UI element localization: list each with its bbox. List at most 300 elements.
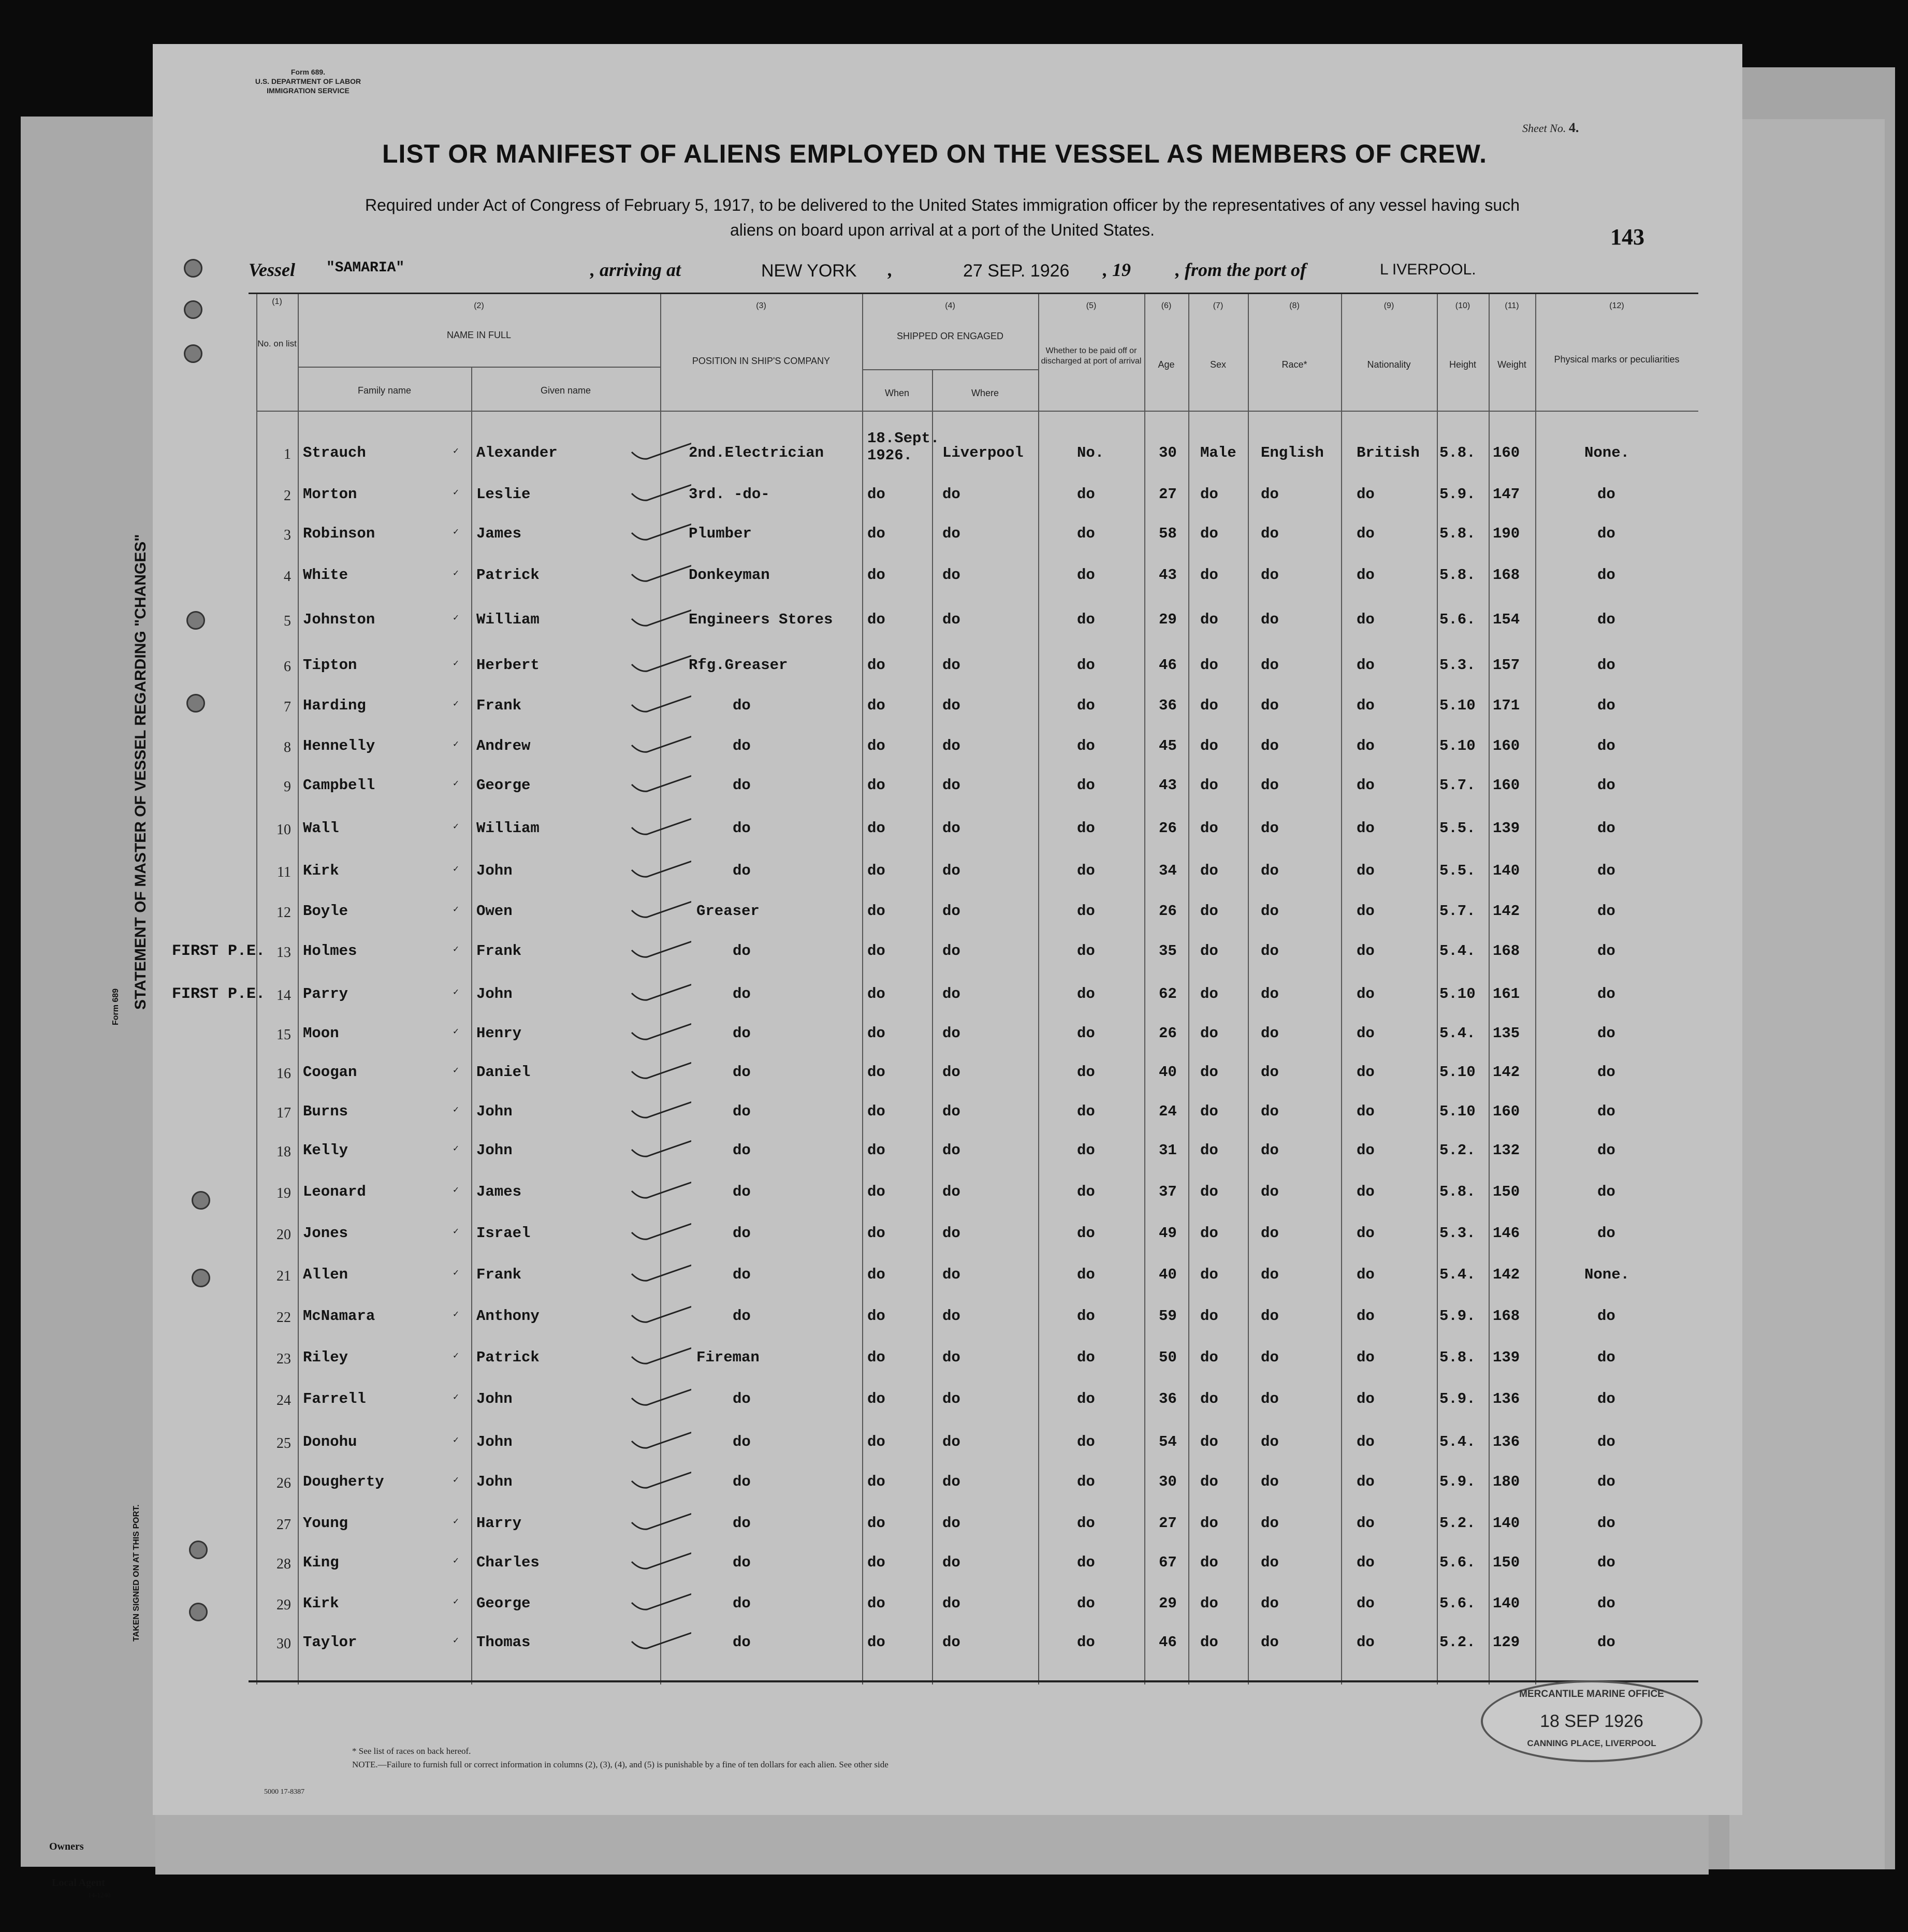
position-cell: do — [733, 1225, 751, 1242]
sex-cell: do — [1200, 903, 1218, 920]
row-number: 21 — [276, 1268, 291, 1284]
physical-marks-cell: do — [1597, 862, 1615, 879]
given-name-cell: Alexander — [476, 444, 558, 461]
physical-marks-cell: do — [1597, 820, 1615, 837]
race-cell: do — [1261, 566, 1279, 584]
shipped-where-cell: do — [942, 862, 960, 879]
shipped-when-cell: do — [867, 697, 885, 714]
race-cell: do — [1261, 1390, 1279, 1407]
header-name-in-full: NAME IN FULL — [446, 330, 512, 340]
age-cell: 27 — [1159, 1515, 1177, 1532]
shipped-when-cell: do — [867, 1349, 885, 1366]
rule — [1248, 294, 1249, 1684]
sex-cell: do — [1200, 486, 1218, 503]
shipped-when-cell: do — [867, 657, 885, 674]
weight-cell: 160 — [1493, 737, 1520, 754]
sex-cell: do — [1200, 1103, 1218, 1120]
shipped-where-cell: do — [942, 777, 960, 794]
small-check-icon: ✓ — [453, 1392, 459, 1403]
col-number: (12) — [1609, 301, 1624, 310]
height-cell: 5.8. — [1439, 444, 1476, 461]
row-number: 2 — [284, 488, 291, 504]
shipped-where-cell: do — [942, 942, 960, 960]
shipped-when-cell: do — [867, 1554, 885, 1571]
nationality-cell: do — [1357, 1103, 1375, 1120]
check-mark-icon — [629, 815, 691, 835]
nationality-cell: do — [1357, 1349, 1375, 1366]
shipped-where-cell: do — [942, 1433, 960, 1450]
family-name-cell: Boyle — [303, 903, 348, 920]
nationality-cell: do — [1357, 862, 1375, 879]
vessel-line — [249, 259, 1688, 290]
physical-marks-cell: do — [1597, 611, 1615, 628]
position-cell: do — [733, 985, 751, 1003]
sex-cell: do — [1200, 1595, 1218, 1612]
physical-marks-cell: do — [1597, 1025, 1615, 1042]
height-cell: 5.5. — [1439, 820, 1476, 837]
nationality-cell: do — [1357, 1515, 1375, 1532]
given-name-cell: Frank — [476, 697, 522, 714]
sex-cell: do — [1200, 697, 1218, 714]
small-check-icon: ✓ — [453, 1310, 459, 1320]
race-cell: do — [1261, 862, 1279, 879]
race-cell: do — [1261, 1103, 1279, 1120]
header-weight: Weight — [1497, 359, 1526, 370]
punch-hole — [184, 300, 202, 319]
shipped-when-cell: do — [867, 1308, 885, 1325]
shipped-where-cell: do — [942, 486, 960, 503]
paid-off-cell: do — [1077, 942, 1095, 960]
paid-off-cell: do — [1077, 1183, 1095, 1200]
family-name-cell: Kirk — [303, 1595, 339, 1612]
sex-cell: do — [1200, 1349, 1218, 1366]
rule — [862, 294, 863, 1684]
shipped-where-cell: do — [942, 1595, 960, 1612]
physical-marks-cell: None. — [1584, 1266, 1630, 1283]
position-cell: 3rd. -do- — [689, 486, 770, 503]
row-number: 27 — [276, 1517, 291, 1533]
physical-marks-cell: do — [1597, 486, 1615, 503]
age-cell: 50 — [1159, 1349, 1177, 1366]
family-name-cell: Riley — [303, 1349, 348, 1366]
position-cell: do — [733, 1142, 751, 1159]
physical-marks-cell: do — [1597, 1064, 1615, 1081]
nationality-cell: do — [1357, 737, 1375, 754]
age-cell: 45 — [1159, 737, 1177, 754]
paid-off-cell: do — [1077, 1142, 1095, 1159]
paid-off-cell: do — [1077, 1390, 1095, 1407]
shipped-when-cell: do — [867, 737, 885, 754]
check-mark-icon — [629, 732, 691, 753]
shipped-where-cell: do — [942, 1473, 960, 1490]
row-number: 11 — [277, 864, 291, 880]
small-check-icon: ✓ — [453, 945, 459, 955]
given-name-cell: George — [476, 1595, 531, 1612]
physical-marks-cell: do — [1597, 1103, 1615, 1120]
small-check-icon: ✓ — [453, 1475, 459, 1486]
row-number: 19 — [276, 1185, 291, 1201]
physical-marks-cell: do — [1597, 1595, 1615, 1612]
height-cell: 5.9. — [1439, 1308, 1476, 1325]
col-number: (1) — [272, 297, 282, 306]
age-cell: 30 — [1159, 444, 1177, 461]
sex-cell: do — [1200, 1183, 1218, 1200]
row-number: 1 — [284, 446, 291, 462]
weight-cell: 168 — [1493, 1308, 1520, 1325]
paid-off-cell: do — [1077, 566, 1095, 584]
height-cell: 5.6. — [1439, 611, 1476, 628]
position-cell: do — [733, 1515, 751, 1532]
sex-cell: do — [1200, 657, 1218, 674]
family-name-cell: Wall — [303, 820, 339, 837]
sex-cell: do — [1200, 1390, 1218, 1407]
height-cell: 5.7. — [1439, 903, 1476, 920]
weight-cell: 140 — [1493, 1595, 1520, 1612]
given-name-cell: Israel — [476, 1225, 531, 1242]
height-cell: 5.7. — [1439, 777, 1476, 794]
nationality-cell: do — [1357, 777, 1375, 794]
paid-off-cell: do — [1077, 862, 1095, 879]
age-cell: 26 — [1159, 903, 1177, 920]
nationality-cell: do — [1357, 985, 1375, 1003]
age-cell: 46 — [1159, 657, 1177, 674]
given-name-cell: Leslie — [476, 486, 531, 503]
paid-off-cell: do — [1077, 903, 1095, 920]
position-cell: do — [733, 1390, 751, 1407]
check-mark-icon — [629, 1058, 691, 1079]
shipped-when-cell: do — [867, 1266, 885, 1283]
physical-marks-cell: do — [1597, 1554, 1615, 1571]
row-prefix-note: FIRST P.E. — [172, 942, 266, 960]
position-cell: do — [733, 1634, 751, 1651]
small-check-icon: ✓ — [453, 569, 459, 579]
family-name-cell: Coogan — [303, 1064, 357, 1081]
shipped-where-cell: do — [942, 1025, 960, 1042]
header-where: Where — [971, 388, 999, 398]
race-cell: do — [1261, 1266, 1279, 1283]
paid-off-cell: do — [1077, 1103, 1095, 1120]
sheet-number — [1522, 120, 1579, 136]
nationality-cell: do — [1357, 1390, 1375, 1407]
family-name-cell: Tipton — [303, 657, 357, 674]
header-race: Race* — [1281, 359, 1307, 370]
weight-cell: 171 — [1493, 697, 1520, 714]
nationality-cell: do — [1357, 942, 1375, 960]
position-cell: do — [733, 942, 751, 960]
shipped-when-cell: do — [867, 1634, 885, 1651]
row-number: 4 — [284, 569, 291, 585]
small-check-icon: ✓ — [453, 1435, 459, 1446]
small-check-icon: ✓ — [453, 613, 459, 623]
sex-cell: do — [1200, 1142, 1218, 1159]
row-number: 14 — [276, 987, 291, 1004]
stamp-date: 18 SEP 1926 — [1540, 1711, 1643, 1731]
punch-hole — [184, 344, 202, 363]
nationality-cell: do — [1357, 1025, 1375, 1042]
physical-marks-cell: do — [1597, 1473, 1615, 1490]
row-number: 24 — [276, 1392, 291, 1408]
stamp-top-text: MERCANTILE MARINE OFFICE — [1519, 1689, 1664, 1699]
punch-hole — [192, 1269, 210, 1287]
col-number: (4) — [945, 301, 955, 310]
penalty-note: NOTE.—Failure to furnish full or correct information in columns (2), (3), (4), and (5) is punishable by a fine of ten dollars for each alien. See other side — [352, 1760, 889, 1769]
paid-off-cell: No. — [1077, 444, 1104, 461]
given-name-cell: James — [476, 1183, 522, 1200]
arriving-label: , arriving at — [590, 259, 681, 280]
check-mark-icon — [629, 1509, 691, 1530]
race-cell: do — [1261, 1064, 1279, 1081]
small-check-icon: ✓ — [453, 864, 459, 875]
position-cell: do — [733, 1183, 751, 1200]
rule — [249, 1680, 1698, 1682]
family-name-cell: Taylor — [303, 1634, 357, 1651]
position-cell: do — [733, 820, 751, 837]
shipped-where-cell: do — [942, 1183, 960, 1200]
physical-marks-cell: do — [1597, 1433, 1615, 1450]
height-cell: 5.3. — [1439, 657, 1476, 674]
shipped-when-cell: do — [867, 566, 885, 584]
shipped-where-cell: do — [942, 1266, 960, 1283]
row-number: 17 — [276, 1105, 291, 1121]
age-cell: 24 — [1159, 1103, 1177, 1120]
given-name-cell: William — [476, 820, 540, 837]
side-local-agent: Local Agent — [52, 1877, 105, 1889]
check-mark-icon — [629, 1137, 691, 1157]
position-cell: Greaser — [696, 903, 760, 920]
small-check-icon: ✓ — [453, 699, 459, 709]
sex-cell: do — [1200, 1225, 1218, 1242]
age-cell: 58 — [1159, 525, 1177, 542]
paid-off-cell: do — [1077, 1515, 1095, 1532]
physical-marks-cell: do — [1597, 697, 1615, 714]
subtitle-line-1: Required under Act of Congress of February 5, 1917, to be delivered to the United States immigration officer by the representatives of any vessel having such — [365, 196, 1520, 214]
nationality-cell: do — [1357, 697, 1375, 714]
header-family-name: Family name — [357, 385, 412, 396]
rule — [862, 369, 1038, 370]
sex-cell: Male — [1200, 444, 1236, 461]
family-name-cell: Strauch — [303, 444, 366, 461]
weight-cell: 168 — [1493, 942, 1520, 960]
paid-off-cell: do — [1077, 657, 1095, 674]
side-signed-note: TAKEN SIGNED ON AT THIS PORT. — [132, 1504, 141, 1642]
weight-cell: 146 — [1493, 1225, 1520, 1242]
age-cell: 59 — [1159, 1308, 1177, 1325]
small-check-icon: ✓ — [453, 779, 459, 789]
given-name-cell: Herbert — [476, 657, 540, 674]
nationality-cell: do — [1357, 1142, 1375, 1159]
height-cell: 5.8. — [1439, 1349, 1476, 1366]
shipped-when-cell: do — [867, 1433, 885, 1450]
shipped-when-cell: do — [867, 611, 885, 628]
given-name-cell: James — [476, 525, 522, 542]
header-age: Age — [1158, 359, 1175, 370]
age-cell: 62 — [1159, 985, 1177, 1003]
check-mark-icon — [629, 481, 691, 501]
race-cell: do — [1261, 1515, 1279, 1532]
physical-marks-cell: do — [1597, 1225, 1615, 1242]
check-mark-icon — [629, 1020, 691, 1040]
paid-off-cell: do — [1077, 697, 1095, 714]
weight-cell: 142 — [1493, 903, 1520, 920]
paid-off-cell: do — [1077, 1433, 1095, 1450]
row-number: 25 — [276, 1435, 291, 1451]
nationality-cell: do — [1357, 1308, 1375, 1325]
shipped-when-cell: do — [867, 942, 885, 960]
height-cell: 5.10 — [1439, 697, 1476, 714]
family-name-cell: Morton — [303, 486, 357, 503]
check-mark-icon — [629, 1098, 691, 1118]
height-cell: 5.4. — [1439, 1025, 1476, 1042]
small-check-icon: ✓ — [453, 987, 459, 998]
age-cell: 26 — [1159, 1025, 1177, 1042]
sex-cell: do — [1200, 1433, 1218, 1450]
check-mark-icon — [629, 1468, 691, 1489]
height-cell: 5.10 — [1439, 985, 1476, 1003]
header-height: Height — [1449, 359, 1477, 370]
height-cell: 5.8. — [1439, 525, 1476, 542]
shipped-where-cell: do — [942, 1308, 960, 1325]
side-code: 14-1240 — [88, 1891, 111, 1899]
height-cell: 5.4. — [1439, 1433, 1476, 1450]
age-cell: 36 — [1159, 1390, 1177, 1407]
paid-off-cell: do — [1077, 486, 1095, 503]
col-number: (2) — [474, 301, 484, 310]
row-number: 7 — [284, 699, 291, 715]
sex-cell: do — [1200, 777, 1218, 794]
side-form-label: Form 689 — [111, 988, 120, 1025]
height-cell: 5.9. — [1439, 486, 1476, 503]
height-cell: 5.8. — [1439, 566, 1476, 584]
position-cell: Plumber — [689, 525, 752, 542]
small-check-icon: ✓ — [453, 1517, 459, 1527]
race-cell: do — [1261, 1308, 1279, 1325]
row-number: 3 — [284, 527, 291, 543]
sex-cell: do — [1200, 1554, 1218, 1571]
age-cell: 26 — [1159, 820, 1177, 837]
family-name-cell: Donohu — [303, 1433, 357, 1450]
check-mark-icon — [629, 520, 691, 541]
given-name-cell: John — [476, 862, 513, 879]
family-name-cell: Dougherty — [303, 1473, 384, 1490]
paid-off-cell: do — [1077, 985, 1095, 1003]
given-name-cell: Patrick — [476, 1349, 540, 1366]
race-cell: do — [1261, 1225, 1279, 1242]
check-mark-icon — [629, 692, 691, 713]
check-mark-icon — [629, 1261, 691, 1282]
shipped-when-cell: do — [867, 1390, 885, 1407]
side-owners: Owners — [49, 1841, 84, 1852]
paid-off-cell: do — [1077, 737, 1095, 754]
physical-marks-cell: do — [1597, 777, 1615, 794]
check-mark-icon — [629, 937, 691, 958]
small-check-icon: ✓ — [453, 1227, 459, 1237]
header-no-on-list: No. on list — [257, 339, 297, 348]
nationality-cell: do — [1357, 1554, 1375, 1571]
shipped-where-cell: do — [942, 820, 960, 837]
shipped-where-cell: do — [942, 1634, 960, 1651]
header-sex: Sex — [1210, 359, 1227, 370]
weight-cell: 161 — [1493, 985, 1520, 1003]
age-cell: 43 — [1159, 566, 1177, 584]
shipped-where-cell: do — [942, 1103, 960, 1120]
given-name-cell: Thomas — [476, 1634, 531, 1651]
paid-off-cell: do — [1077, 1308, 1095, 1325]
weight-cell: 157 — [1493, 657, 1520, 674]
sex-cell: do — [1200, 820, 1218, 837]
race-cell: do — [1261, 1473, 1279, 1490]
family-name-cell: Parry — [303, 985, 348, 1003]
sex-cell: do — [1200, 611, 1218, 628]
nationality-cell: do — [1357, 1473, 1375, 1490]
small-check-icon: ✓ — [453, 1105, 459, 1115]
small-check-icon: ✓ — [453, 1597, 459, 1607]
rule — [932, 369, 933, 1684]
age-cell: 27 — [1159, 486, 1177, 503]
row-number: 15 — [276, 1027, 291, 1043]
physical-marks-cell: do — [1597, 1390, 1615, 1407]
department: U.S. DEPARTMENT OF LABOR — [255, 77, 361, 85]
shipped-where-cell: do — [942, 566, 960, 584]
physical-marks-cell: do — [1597, 657, 1615, 674]
small-check-icon: ✓ — [453, 527, 459, 538]
sex-cell: do — [1200, 737, 1218, 754]
nationality-cell: do — [1357, 1266, 1375, 1283]
stamp-bottom-text: CANNING PLACE, LIVERPOOL — [1527, 1738, 1656, 1748]
shipped-when-cell: do — [867, 1025, 885, 1042]
given-name-cell: Henry — [476, 1025, 522, 1042]
position-cell: Engineers Stores — [689, 611, 833, 628]
sex-cell: do — [1200, 942, 1218, 960]
rule — [471, 367, 472, 1684]
family-name-cell: Moon — [303, 1025, 339, 1042]
race-cell: do — [1261, 942, 1279, 960]
check-mark-icon — [629, 1178, 691, 1199]
check-mark-icon — [629, 1385, 691, 1406]
physical-marks-cell: do — [1597, 1308, 1615, 1325]
small-check-icon: ✓ — [453, 1351, 459, 1361]
weight-cell: 180 — [1493, 1473, 1520, 1490]
age-cell: 49 — [1159, 1225, 1177, 1242]
paid-off-cell: do — [1077, 1349, 1095, 1366]
paid-off-cell: do — [1077, 525, 1095, 542]
shipped-where-cell: do — [942, 1390, 960, 1407]
race-cell: do — [1261, 611, 1279, 628]
position-cell: do — [733, 1025, 751, 1042]
shipped-when-cell: do — [867, 985, 885, 1003]
race-cell: English — [1261, 444, 1324, 461]
position-cell: do — [733, 1433, 751, 1450]
small-check-icon: ✓ — [453, 1268, 459, 1279]
height-cell: 5.10 — [1439, 1103, 1476, 1120]
nationality-cell: do — [1357, 611, 1375, 628]
back-sheet-right-2 — [1729, 119, 1885, 1869]
weight-cell: 140 — [1493, 862, 1520, 879]
row-number: 20 — [276, 1227, 291, 1243]
row-number: 8 — [284, 739, 291, 756]
weight-cell: 150 — [1493, 1183, 1520, 1200]
given-name-cell: John — [476, 1390, 513, 1407]
small-check-icon: ✓ — [453, 659, 459, 669]
weight-cell: 168 — [1493, 566, 1520, 584]
shipped-when-cell: do — [867, 820, 885, 837]
shipped-when-cell: do — [867, 903, 885, 920]
shipped-when-cell: 18.Sept. 1926. — [867, 430, 940, 464]
col-number: (5) — [1086, 301, 1097, 310]
position-cell: do — [733, 1554, 751, 1571]
shipped-when-cell: do — [867, 1142, 885, 1159]
punch-hole — [184, 259, 202, 278]
from-port: L IVERPOOL. — [1380, 261, 1476, 278]
